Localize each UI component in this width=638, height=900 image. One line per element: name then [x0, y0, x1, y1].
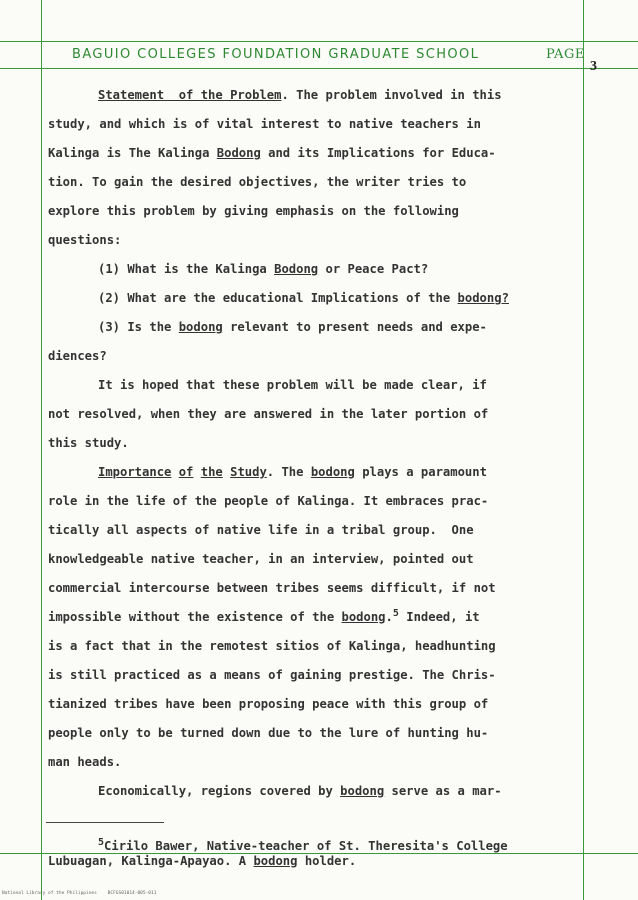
- header-rule-top: [0, 41, 638, 42]
- header-rule-bottom: [0, 68, 638, 69]
- text-line: commercial intercourse between tribes seems difficult, if not: [48, 581, 496, 595]
- text-line: study, and which is of vital interest to native teachers in: [48, 117, 481, 131]
- footnote-line: $^5$Cirilo Bawer, Native-teacher of St. Theresita's College: [98, 837, 508, 853]
- text-line: tically all aspects of native life in a tribal group. One: [48, 523, 474, 537]
- text-line: this study.: [48, 436, 129, 450]
- text-line: tion. To gain the desired objectives, the writer tries to: [48, 175, 467, 189]
- archive-stamp: National Library of the Philippines BCFGS01014-005-011: [2, 891, 157, 896]
- question-3: (3) Is the bodong relevant to present needs and expe-: [98, 320, 487, 334]
- question-1: (1) What is the Kalinga Bodong or Peace Pact?: [98, 262, 429, 276]
- footnote-divider: [46, 822, 164, 823]
- margin-rule-right: [583, 0, 584, 900]
- footnote-marker: 5: [392, 608, 399, 619]
- text-line: Importance of the Study. The bodong plays a paramount: [98, 465, 487, 479]
- text-line: people only to be turned down due to the lure of hunting hu-: [48, 726, 489, 740]
- footnote-line: Lubuagan, Kalinga-Apayao. A bodong holder.: [48, 854, 357, 868]
- text-line: It is hoped that these problem will be made clear, if: [98, 378, 487, 392]
- text-line: impossible without the existence of the bodong.$^5$ Indeed, it: [48, 608, 480, 624]
- text-line: questions:: [48, 233, 122, 247]
- page-number: 3: [590, 59, 597, 74]
- text-line: is a fact that in the remotest sitios of Kalinga, headhunting: [48, 639, 496, 653]
- text-line: diences?: [48, 349, 107, 363]
- text-line: is still practiced as a means of gaining prestige. The Chris-: [48, 668, 496, 682]
- text-line: Economically, regions covered by bodong serve as a mar-: [98, 784, 502, 798]
- text-line: explore this problem by giving emphasis on the following: [48, 204, 459, 218]
- footnote-marker: 5: [98, 837, 105, 848]
- text-line: not resolved, when they are answered in the later portion of: [48, 407, 489, 421]
- text-line: role in the life of the people of Kalinga. It embraces prac-: [48, 494, 489, 508]
- question-2: (2) What are the educational Implications of the bodong?: [98, 291, 509, 305]
- page-header-title: BAGUIO COLLEGES FOUNDATION GRADUATE SCHOOL: [72, 47, 480, 62]
- text-line: man heads.: [48, 755, 122, 769]
- section-heading: Statement of the Problem: [98, 88, 282, 102]
- text-line: Kalinga is The Kalinga Bodong and its Implications for Educa-: [48, 146, 496, 160]
- page-header-label: PAGE: [546, 47, 585, 62]
- section-heading: Importance: [98, 465, 172, 479]
- text-line: Statement of the Problem. The problem involved in this: [98, 88, 502, 102]
- margin-rule-left: [41, 0, 42, 900]
- text-line: tianized tribes have been proposing peace with this group of: [48, 697, 489, 711]
- text-line: knowledgeable native teacher, in an interview, pointed out: [48, 552, 474, 566]
